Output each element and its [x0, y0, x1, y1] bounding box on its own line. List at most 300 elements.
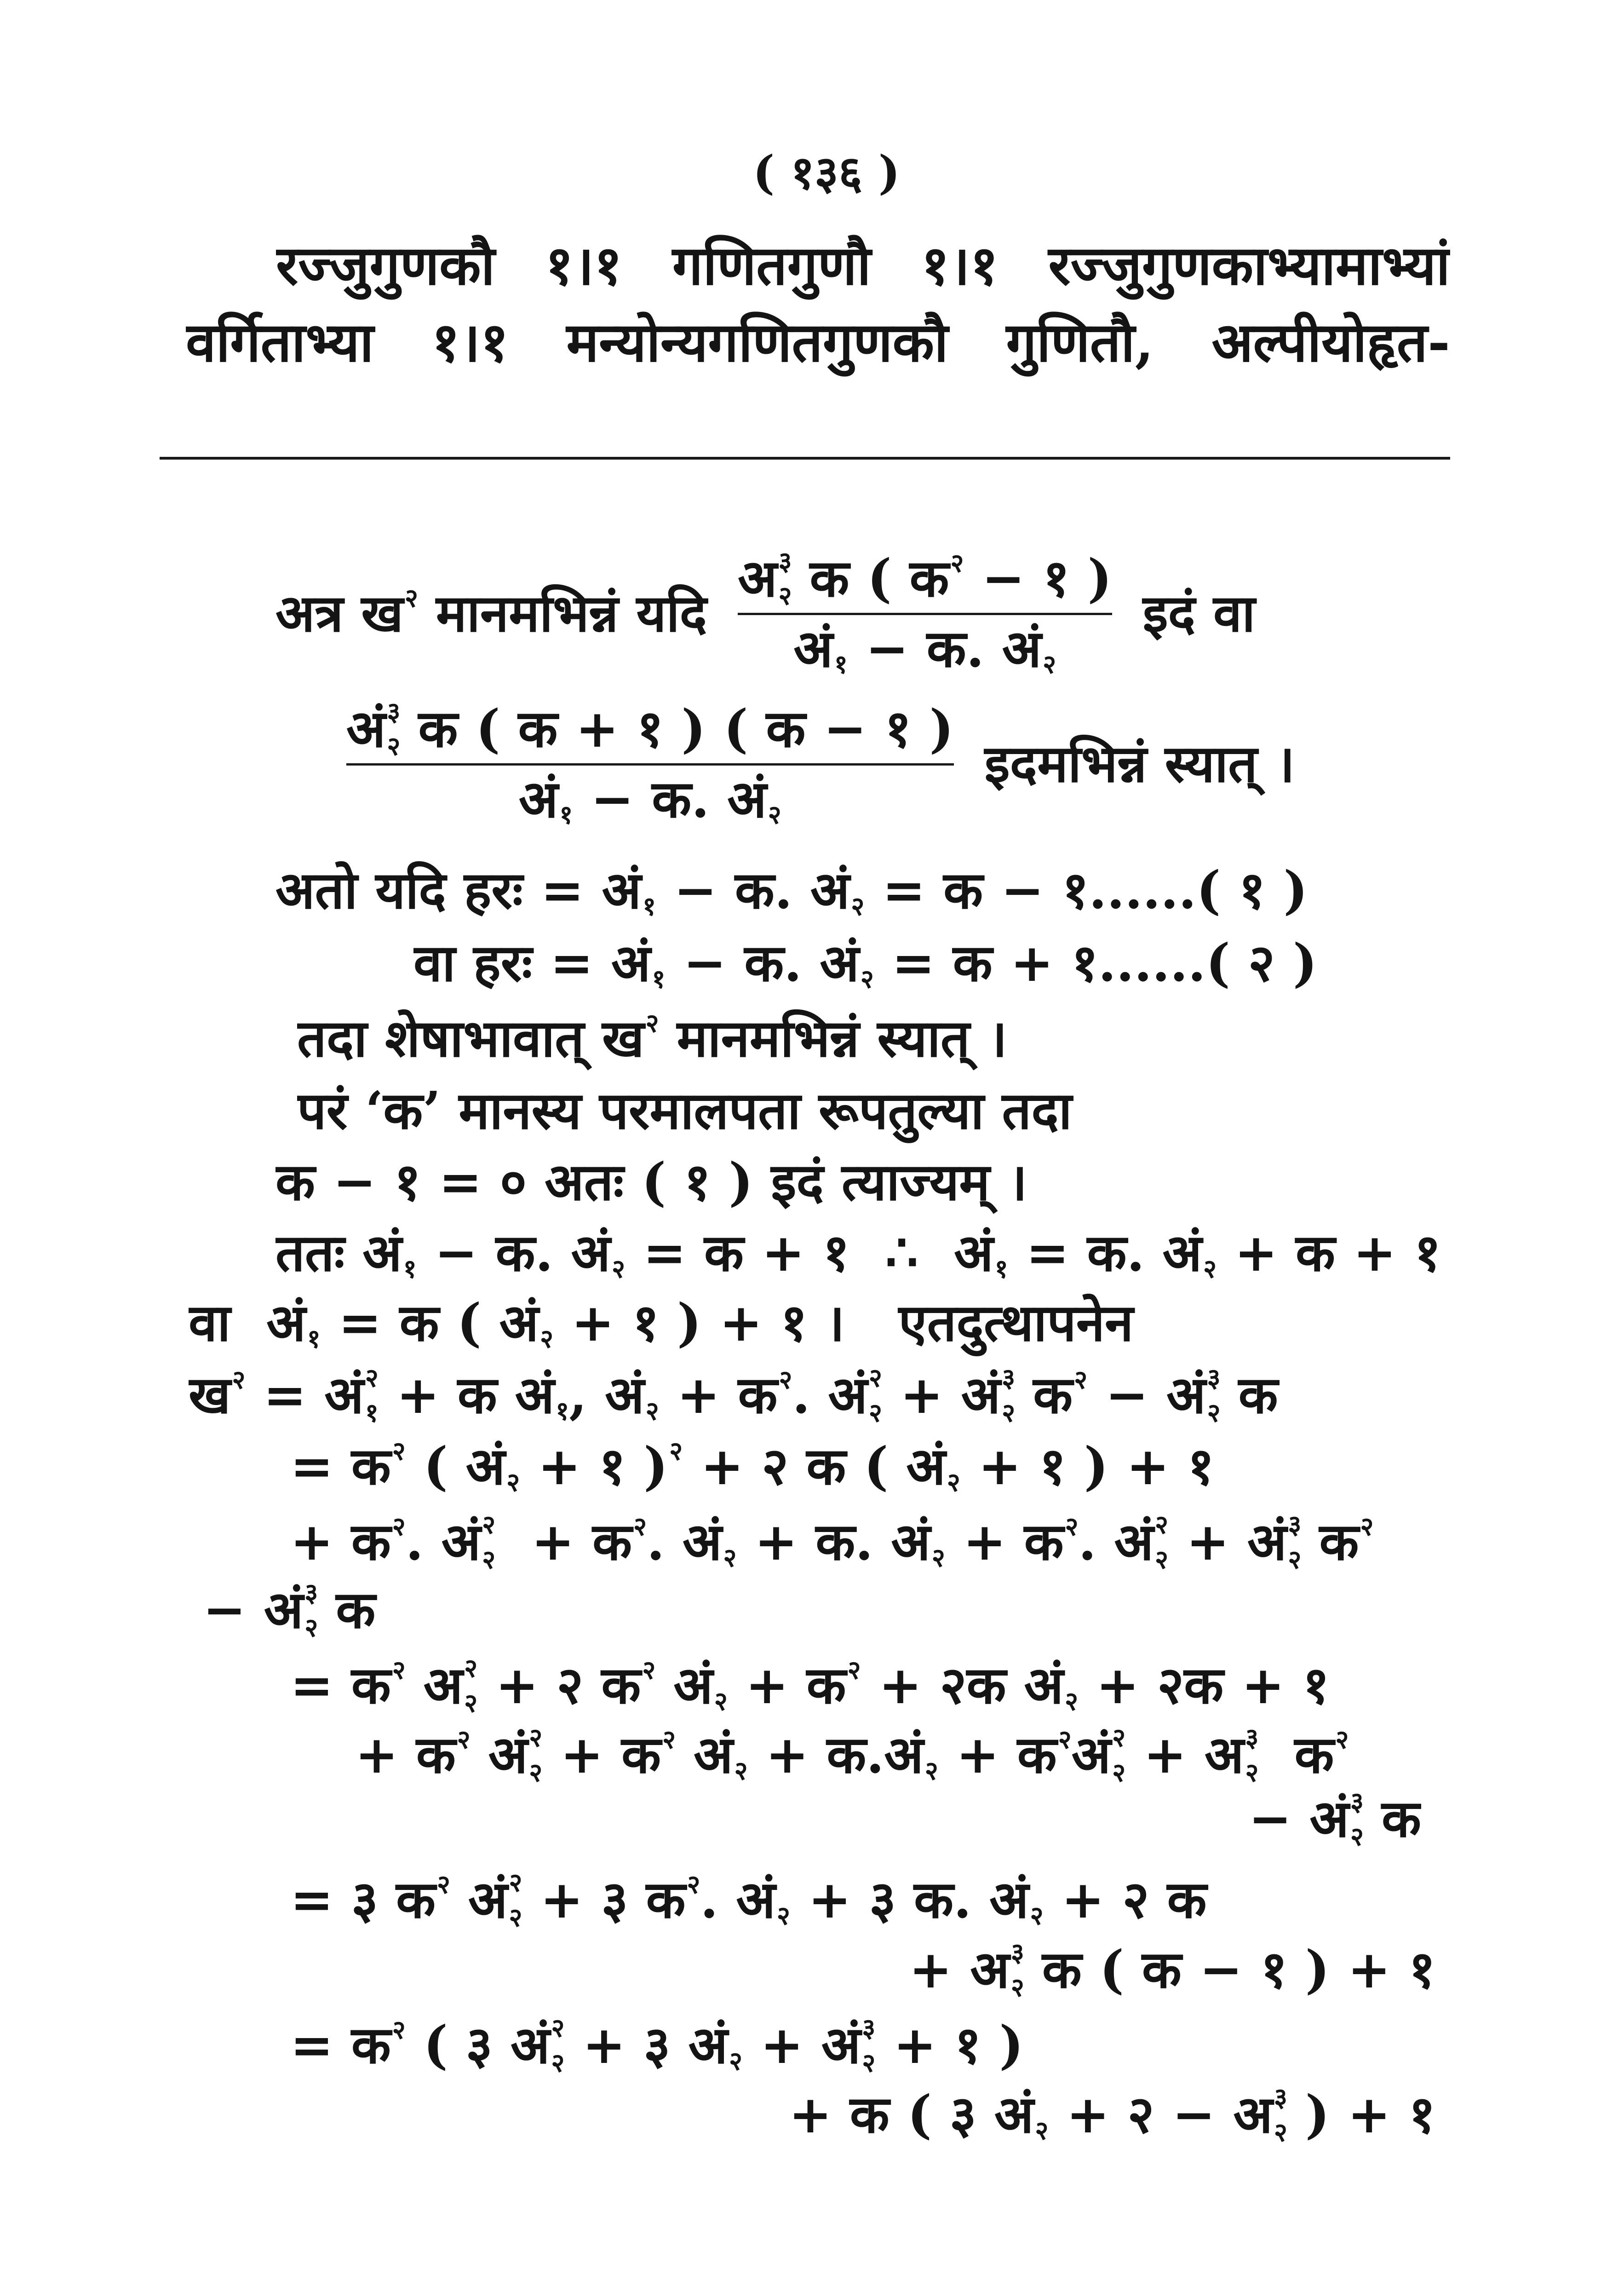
math-variable — [602, 1007, 659, 1071]
subscript: २ — [734, 1755, 748, 1786]
math-variable — [828, 1363, 882, 1428]
math-line — [189, 1289, 1509, 1358]
math-variable — [694, 1723, 748, 1787]
prose-word: १।१ — [545, 233, 622, 298]
math-variable — [424, 1653, 478, 1718]
subscript: २ — [1203, 1253, 1217, 1284]
math-variable — [346, 697, 401, 761]
math-text: − — [1248, 1789, 1310, 1849]
variable-base: अं — [994, 2085, 1034, 2145]
variable-base: अं — [688, 2015, 728, 2075]
math-text: . — [647, 1512, 683, 1572]
math-variable — [727, 767, 781, 832]
variable-base: अं — [810, 860, 850, 921]
superscript: ३ — [387, 696, 401, 727]
math-text: + १ ) — [875, 2015, 1024, 2075]
subscript: २ — [551, 2047, 565, 2078]
math-text: + ३ — [522, 1870, 646, 1930]
variable-base: क — [351, 2015, 391, 2075]
math-variable — [1114, 1510, 1169, 1574]
superscript: २ — [779, 1365, 792, 1395]
math-text: . — [1078, 1512, 1114, 1572]
math-variable — [738, 1363, 792, 1428]
superscript: २ — [1065, 1511, 1079, 1542]
math-variable — [468, 1868, 522, 1932]
math-line — [203, 1576, 1509, 1645]
index-stack — [304, 1580, 318, 1641]
math-text: + — [542, 1725, 622, 1785]
math-variable — [362, 1221, 417, 1285]
math-text: + १ — [520, 1436, 644, 1497]
prose-word: अल्पीयोहृत- — [1211, 310, 1450, 374]
variable-base: अ — [1205, 1725, 1244, 1785]
variable-base: अ — [738, 548, 777, 609]
variable-base: अं — [488, 1725, 528, 1785]
math-variable — [1319, 1510, 1373, 1574]
math-text: क — [1363, 1789, 1421, 1849]
math-variable — [810, 858, 865, 923]
math-text — [655, 1653, 673, 1718]
math-variable — [351, 1653, 406, 1718]
variable-base: क — [416, 1725, 456, 1785]
math-text: क ( क + १ ) ( क − १ ) — [400, 698, 954, 759]
superscript: २ — [1335, 1724, 1349, 1755]
math-variable — [1024, 1653, 1079, 1718]
superscript: २ — [847, 1655, 861, 1686]
fraction — [738, 547, 1112, 681]
math-variable — [1002, 617, 1056, 681]
superscript: २ — [404, 583, 418, 614]
index-stack — [1245, 1722, 1259, 1788]
variable-base: क — [646, 1870, 686, 1930]
subscript: २ — [529, 1757, 543, 1788]
variable-base: क — [1033, 1365, 1073, 1425]
math-variable — [807, 1653, 861, 1718]
subscript: २ — [1112, 1757, 1126, 1788]
subscript: २ — [1030, 1900, 1044, 1931]
math-variable — [466, 1434, 520, 1499]
math-variable — [1295, 1723, 1349, 1787]
math-variable — [1033, 1363, 1087, 1428]
math-line — [275, 1219, 1509, 1288]
math-text: = — [290, 1655, 351, 1716]
index-stack — [778, 548, 792, 609]
variable-base: क — [738, 1365, 778, 1425]
math-text: − — [1087, 1365, 1167, 1425]
subscript: २ — [729, 2045, 743, 2076]
subscript: २ — [539, 1323, 554, 1354]
math-text — [471, 1723, 488, 1787]
index-stack — [1350, 1786, 1364, 1852]
subscript: २ — [1065, 1686, 1079, 1717]
math-text: + २ क ( — [683, 1436, 907, 1497]
superscript: २ — [642, 1655, 656, 1686]
fraction-denominator — [793, 617, 1056, 681]
superscript: २ — [1155, 1509, 1169, 1540]
subscript: २ — [482, 1544, 496, 1575]
subscript: २ — [931, 1542, 945, 1573]
math-variable — [605, 1363, 659, 1428]
math-text: ( — [405, 1436, 466, 1497]
math-line — [355, 1721, 1509, 1790]
math-variable — [324, 1363, 379, 1428]
math-text: = ३ — [290, 1870, 396, 1930]
math-line — [297, 1077, 1509, 1146]
math-text: + — [1125, 1725, 1205, 1785]
superscript: २ — [1074, 1365, 1088, 1395]
math-variable — [820, 931, 874, 996]
subscript: २ — [1207, 1397, 1221, 1428]
variable-base: अं — [465, 1436, 505, 1497]
math-variable — [351, 1434, 406, 1499]
math-line — [138, 1935, 1435, 2005]
math-text: क ( क − १ ) + १ — [1024, 1940, 1435, 2000]
variable-base: अ — [1233, 2085, 1273, 2145]
math-variable — [1309, 1787, 1364, 1851]
math-text: परं ‘क’ मानस्य परमालपता रूपतुल्या तदा — [297, 1081, 1072, 1141]
math-text: + ३ क. — [790, 1870, 990, 1930]
superscript: २ — [464, 1653, 478, 1684]
math-text: − — [203, 1580, 264, 1640]
math-text: − क. — [416, 1223, 571, 1283]
variable-base: ) — [643, 1436, 668, 1497]
math-line — [290, 1651, 1509, 1720]
subscript: २ — [645, 1395, 659, 1426]
math-text — [1301, 1510, 1319, 1574]
subscript: १ — [365, 1397, 379, 1428]
math-text: , — [569, 1365, 605, 1425]
math-variable — [884, 1723, 938, 1787]
variable-base: अं — [906, 1436, 946, 1497]
math-text: + क. — [736, 1512, 891, 1572]
index-stack — [365, 1365, 379, 1426]
subscript: २ — [509, 1902, 522, 1933]
math-variable — [1233, 2083, 1287, 2147]
prose-word: १।१ — [921, 233, 999, 298]
math-text: = क ( — [320, 1293, 499, 1353]
variable-base: क — [351, 1512, 391, 1572]
superscript: २ — [482, 1509, 496, 1540]
math-text: . — [700, 1870, 736, 1930]
page-number: ( १३६ ) — [752, 145, 901, 200]
math-line — [290, 1866, 1509, 1935]
math-text — [1259, 1723, 1295, 1787]
subscript: २ — [506, 1467, 520, 1498]
index-stack — [464, 1655, 477, 1716]
math-text: = — [290, 2015, 351, 2075]
superscript: ३ — [862, 2013, 876, 2044]
variable-base: अं — [683, 1512, 722, 1572]
math-text: तदा शेषाभावात् — [297, 1008, 603, 1069]
subscript: १ — [994, 1253, 1008, 1284]
superscript: ३ — [778, 546, 792, 576]
math-text — [1015, 1363, 1033, 1428]
math-text: क — [318, 1580, 376, 1640]
variable-base: क — [592, 1512, 632, 1572]
math-variable — [961, 1363, 1016, 1428]
variable-base: अ — [423, 1655, 463, 1716]
math-variable — [519, 767, 573, 832]
subscript: २ — [723, 1542, 737, 1573]
variable-base: अं — [511, 2015, 550, 2075]
variable-base: अं — [1162, 1223, 1202, 1283]
superscript: २ — [1058, 1724, 1072, 1755]
subscript: २ — [851, 891, 865, 922]
subscript: २ — [860, 963, 874, 994]
math-variable — [611, 931, 666, 996]
math-text: + क ( ३ — [788, 2085, 995, 2145]
variable-base: क — [621, 1725, 661, 1785]
subscript: २ — [464, 1688, 478, 1718]
math-variable — [592, 1510, 647, 1574]
math-text: = क + १ ∴ — [625, 1223, 954, 1283]
superscript: ३ — [1002, 1363, 1016, 1394]
variable-base: अं — [605, 1365, 644, 1425]
subscript: २ — [778, 581, 792, 611]
math-text: + १ ) + १ — [960, 1436, 1214, 1497]
math-text: + २ − — [1048, 2085, 1234, 2145]
subscript: २ — [947, 1467, 960, 1498]
math-text: अत्र — [275, 583, 362, 644]
variable-base: अं — [1071, 1725, 1111, 1785]
variable-base: ख — [602, 1008, 644, 1069]
math-text: + — [495, 1512, 593, 1572]
math-text: + २ क — [1043, 1870, 1207, 1930]
math-variable — [673, 1653, 728, 1718]
math-text: + १ ) + १ । एतदुत्थापनेन — [553, 1293, 1134, 1353]
math-text: + ३ — [564, 2015, 689, 2075]
math-text: + — [290, 1512, 351, 1572]
variable-base: अं — [324, 1365, 364, 1425]
superscript: २ — [687, 1869, 700, 1900]
superscript: ३ — [1350, 1786, 1364, 1817]
subscript: २ — [768, 800, 781, 830]
math-text: + क + १ — [1217, 1223, 1441, 1283]
variable-base: ख — [361, 583, 404, 644]
variable-base: अं — [673, 1655, 713, 1716]
math-text: + — [355, 1725, 416, 1785]
subscript: २ — [868, 1397, 882, 1428]
math-text: = क − १......( १ ) — [864, 860, 1308, 921]
math-variable — [738, 547, 792, 611]
math-text — [676, 1723, 694, 1787]
math-text — [406, 1653, 424, 1718]
superscript: २ — [436, 1869, 451, 1900]
math-variable — [643, 1434, 683, 1499]
variable-base: अं — [727, 769, 767, 829]
math-variable — [1247, 1510, 1302, 1574]
math-variable — [970, 1938, 1024, 2002]
index-stack — [1002, 1365, 1015, 1426]
index-stack — [1112, 1722, 1126, 1788]
variable-base: क — [601, 1655, 641, 1716]
math-text: + — [909, 1940, 970, 2000]
variable-base: अं — [884, 1725, 924, 1785]
variable-base: अं — [961, 1365, 1001, 1425]
math-variable — [683, 1510, 737, 1574]
variable-base: अं — [821, 2015, 861, 2075]
index-stack — [1010, 1937, 1024, 2003]
variable-base: अं — [1024, 1655, 1064, 1716]
math-variable — [689, 2013, 743, 2078]
subscript: २ — [862, 2047, 876, 2078]
math-line — [290, 1508, 1509, 1577]
variable-base: अं — [264, 1580, 304, 1640]
math-variable — [416, 1723, 471, 1787]
variable-base: अं — [1002, 618, 1042, 679]
subscript: २ — [924, 1755, 938, 1786]
math-text: ततः — [275, 1223, 363, 1283]
math-line — [297, 1004, 1509, 1073]
superscript: ३ — [1245, 1722, 1259, 1753]
math-variable — [910, 547, 964, 611]
variable-base: क — [1294, 1725, 1334, 1785]
math-variable — [906, 1434, 960, 1499]
subscript: १ — [556, 1395, 569, 1426]
math-variable — [189, 1363, 246, 1428]
superscript: २ — [662, 1724, 676, 1755]
variable-base: अं — [515, 1365, 555, 1425]
index-stack — [1288, 1509, 1302, 1575]
math-variable — [264, 1578, 318, 1642]
math-text: = — [290, 1436, 351, 1497]
subscript: २ — [1043, 649, 1056, 680]
superscript: २ — [1112, 1722, 1126, 1753]
math-text: − क. — [656, 860, 810, 921]
math-text: क − १ = ० अतः ( १ ) इदं त्याज्यम् । — [275, 1152, 1027, 1212]
subscript: १ — [307, 1323, 321, 1354]
superscript: २ — [551, 2013, 565, 2044]
index-stack — [387, 696, 401, 762]
subscript: १ — [834, 649, 848, 680]
subscript: १ — [403, 1253, 417, 1284]
math-text: वा हरः = — [413, 933, 612, 993]
variable-base: क — [1024, 1512, 1064, 1572]
variable-base: क — [806, 1655, 846, 1716]
math-text: − १ ) — [964, 548, 1112, 609]
variable-base: अं — [518, 769, 558, 829]
math-variable — [361, 582, 418, 646]
subscript: २ — [1035, 2115, 1049, 2146]
math-text: + — [938, 1725, 1017, 1785]
superscript: २ — [509, 1867, 522, 1898]
superscript: २ — [392, 1436, 406, 1467]
math-variable — [989, 1868, 1044, 1932]
prose-word: १।१ — [431, 310, 509, 374]
subscript: २ — [387, 731, 401, 762]
subscript: १ — [559, 800, 573, 830]
prose-line — [186, 303, 1450, 381]
math-text: + २ — [477, 1655, 602, 1716]
math-variable — [954, 1221, 1008, 1285]
index-stack — [551, 2015, 564, 2076]
superscript: २ — [392, 1655, 406, 1686]
math-line — [275, 545, 1509, 683]
variable-base: क — [909, 548, 949, 609]
prose-line — [276, 226, 1450, 305]
variable-base: ख — [189, 1365, 231, 1425]
math-text: + — [742, 2015, 821, 2075]
variable-base: क — [1017, 1725, 1057, 1785]
index-stack — [529, 1722, 543, 1788]
fraction-bar — [346, 763, 954, 766]
math-text: + — [1168, 1512, 1247, 1572]
subscript: २ — [714, 1686, 728, 1717]
subscript: १ — [652, 963, 666, 994]
math-line — [138, 2080, 1435, 2149]
math-variable — [442, 1510, 496, 1574]
math-text: − क. — [847, 618, 1002, 679]
variable-base: क — [351, 1436, 391, 1497]
subscript: २ — [1002, 1397, 1016, 1428]
index-stack — [509, 1867, 522, 1933]
math-variable — [351, 1510, 406, 1574]
math-text: + — [945, 1512, 1024, 1572]
math-variable — [351, 2013, 406, 2078]
math-text: क ( — [792, 548, 910, 609]
subscript: २ — [1288, 1544, 1302, 1575]
math-variable — [396, 1868, 450, 1932]
prose-word: गणितगुणौ — [672, 233, 871, 298]
variable-base: अं — [362, 1223, 402, 1283]
superscript: २ — [392, 2015, 406, 2045]
superscript: २ — [645, 1008, 659, 1039]
superscript: ३ — [1274, 2082, 1287, 2113]
math-variable — [1166, 1363, 1221, 1428]
variable-base: अं — [736, 1870, 776, 1930]
math-variable — [515, 1363, 569, 1428]
superscript: २ — [1360, 1511, 1374, 1542]
math-text: + २क — [861, 1655, 1024, 1716]
math-variable — [601, 1653, 655, 1718]
math-variable — [736, 1868, 791, 1932]
math-text: वा — [189, 1293, 267, 1353]
variable-base: अं — [1309, 1789, 1349, 1849]
math-text: + — [659, 1365, 738, 1425]
math-line — [290, 2011, 1509, 2080]
index-stack — [869, 1365, 882, 1426]
math-line — [333, 695, 1509, 833]
superscript: ३ — [1207, 1363, 1221, 1394]
math-text: + क — [378, 1365, 515, 1425]
math-text: इदमभिन्नं स्यात् । — [966, 734, 1295, 794]
math-text: मानमभिन्नं स्यात् । — [659, 1008, 1008, 1069]
superscript: २ — [950, 547, 964, 578]
math-text: क — [1220, 1365, 1278, 1425]
prose-word: गुणितौ, — [1006, 310, 1154, 374]
index-stack — [1274, 2082, 1287, 2148]
variable-base: अं — [954, 1223, 993, 1283]
math-text: . — [405, 1512, 442, 1572]
math-text: = — [245, 1365, 325, 1425]
superscript: २ — [392, 1511, 406, 1542]
math-line — [413, 929, 1509, 998]
math-text: + क. — [747, 1725, 884, 1785]
variable-base: अं — [571, 1223, 611, 1283]
index-stack — [1207, 1365, 1220, 1426]
variable-base: अं — [1114, 1512, 1154, 1572]
math-text: − क. — [573, 769, 728, 829]
math-variable — [1024, 1510, 1079, 1574]
superscript: २ — [365, 1363, 379, 1394]
fraction-numerator — [346, 697, 954, 761]
math-variable — [621, 1723, 676, 1787]
index-stack — [862, 2015, 875, 2076]
math-variable — [821, 2013, 876, 2078]
prose-word: रज्जुगुणकाभ्यामाभ्यां — [1048, 233, 1450, 298]
subscript: २ — [776, 1900, 791, 1931]
math-variable — [511, 2013, 565, 2078]
